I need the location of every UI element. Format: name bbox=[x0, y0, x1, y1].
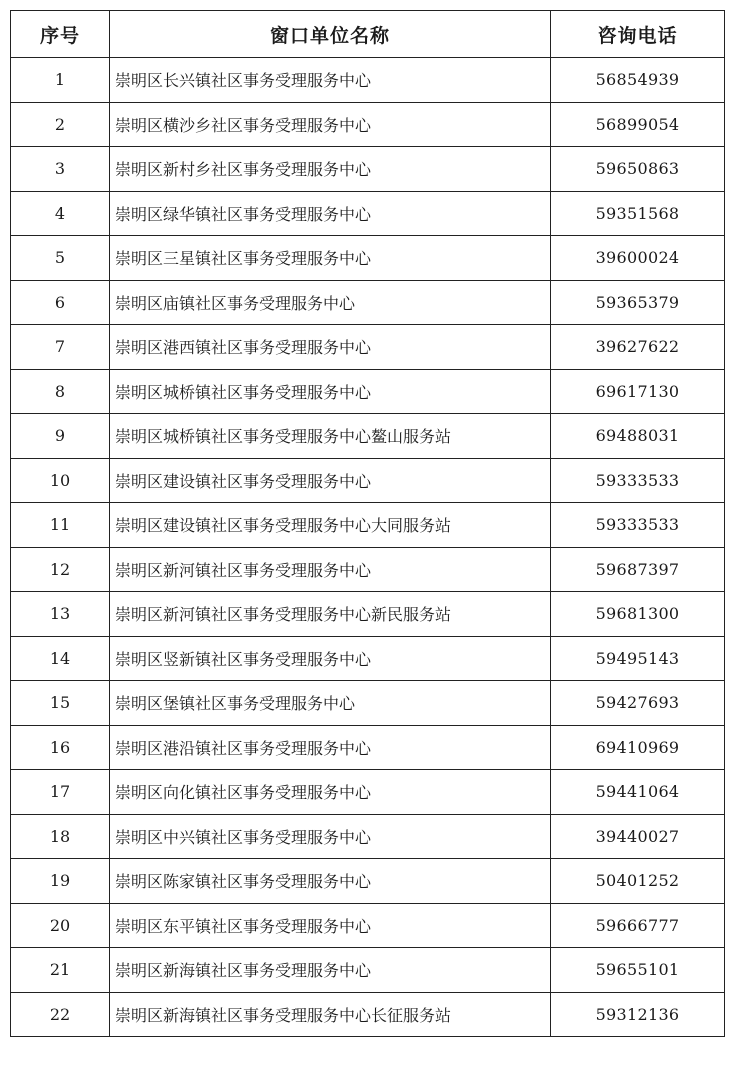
row-phone: 59687397 bbox=[551, 547, 725, 592]
row-num: 3 bbox=[11, 147, 110, 192]
row-phone: 39600024 bbox=[551, 236, 725, 281]
row-num: 4 bbox=[11, 191, 110, 236]
table-row bbox=[11, 992, 725, 1037]
table-row bbox=[11, 58, 725, 103]
table-header bbox=[11, 11, 725, 58]
table-row bbox=[11, 458, 725, 503]
row-name: 崇明区城桥镇社区事务受理服务中心 bbox=[110, 369, 551, 414]
row-num: 15 bbox=[11, 681, 110, 726]
row-num: 7 bbox=[11, 325, 110, 370]
table-row bbox=[11, 414, 725, 459]
table-row bbox=[11, 948, 725, 993]
row-num: 2 bbox=[11, 102, 110, 147]
row-phone: 39627622 bbox=[551, 325, 725, 370]
row-name: 崇明区堡镇社区事务受理服务中心 bbox=[110, 681, 551, 726]
row-name: 崇明区向化镇社区事务受理服务中心 bbox=[110, 770, 551, 815]
row-phone: 50401252 bbox=[551, 859, 725, 904]
row-name: 崇明区三星镇社区事务受理服务中心 bbox=[110, 236, 551, 281]
row-name: 崇明区绿华镇社区事务受理服务中心 bbox=[110, 191, 551, 236]
row-name: 崇明区新村乡社区事务受理服务中心 bbox=[110, 147, 551, 192]
row-name: 崇明区新河镇社区事务受理服务中心新民服务站 bbox=[110, 592, 551, 637]
row-num: 5 bbox=[11, 236, 110, 281]
row-num: 21 bbox=[11, 948, 110, 993]
row-name: 崇明区庙镇社区事务受理服务中心 bbox=[110, 280, 551, 325]
row-name: 崇明区建设镇社区事务受理服务中心 bbox=[110, 458, 551, 503]
row-num: 12 bbox=[11, 547, 110, 592]
row-phone: 69488031 bbox=[551, 414, 725, 459]
row-phone: 59655101 bbox=[551, 948, 725, 993]
row-num: 13 bbox=[11, 592, 110, 637]
row-phone: 59333533 bbox=[551, 503, 725, 548]
row-phone: 69617130 bbox=[551, 369, 725, 414]
row-name: 崇明区港沿镇社区事务受理服务中心 bbox=[110, 725, 551, 770]
row-name: 崇明区中兴镇社区事务受理服务中心 bbox=[110, 814, 551, 859]
row-phone: 59441064 bbox=[551, 770, 725, 815]
row-num: 11 bbox=[11, 503, 110, 548]
table-row bbox=[11, 547, 725, 592]
table-body bbox=[11, 58, 725, 1037]
row-phone: 39440027 bbox=[551, 814, 725, 859]
row-name: 崇明区东平镇社区事务受理服务中心 bbox=[110, 903, 551, 948]
table-row bbox=[11, 236, 725, 281]
row-name: 崇明区长兴镇社区事务受理服务中心 bbox=[110, 58, 551, 103]
row-num: 22 bbox=[11, 992, 110, 1037]
table-row bbox=[11, 636, 725, 681]
document-sheet bbox=[10, 10, 724, 1057]
row-num: 17 bbox=[11, 770, 110, 815]
table-row bbox=[11, 770, 725, 815]
row-phone: 59333533 bbox=[551, 458, 725, 503]
row-num: 18 bbox=[11, 814, 110, 859]
row-num: 19 bbox=[11, 859, 110, 904]
service-center-table bbox=[10, 10, 725, 1037]
row-num: 16 bbox=[11, 725, 110, 770]
row-phone: 59495143 bbox=[551, 636, 725, 681]
table-row bbox=[11, 814, 725, 859]
table-row bbox=[11, 592, 725, 637]
table-row bbox=[11, 280, 725, 325]
row-name: 崇明区港西镇社区事务受理服务中心 bbox=[110, 325, 551, 370]
header-phone: 咨询电话 bbox=[551, 11, 725, 58]
row-phone: 69410969 bbox=[551, 725, 725, 770]
table-row bbox=[11, 102, 725, 147]
row-phone: 59312136 bbox=[551, 992, 725, 1037]
row-name: 崇明区新海镇社区事务受理服务中心长征服务站 bbox=[110, 992, 551, 1037]
table-row bbox=[11, 191, 725, 236]
row-num: 14 bbox=[11, 636, 110, 681]
header-name: 窗口单位名称 bbox=[110, 11, 551, 58]
row-phone: 59427693 bbox=[551, 681, 725, 726]
row-num: 9 bbox=[11, 414, 110, 459]
header-num: 序号 bbox=[11, 11, 110, 58]
row-name: 崇明区城桥镇社区事务受理服务中心鳌山服务站 bbox=[110, 414, 551, 459]
row-phone: 56899054 bbox=[551, 102, 725, 147]
row-num: 20 bbox=[11, 903, 110, 948]
row-phone: 59681300 bbox=[551, 592, 725, 637]
row-phone: 59666777 bbox=[551, 903, 725, 948]
row-num: 1 bbox=[11, 58, 110, 103]
table-row bbox=[11, 325, 725, 370]
row-num: 8 bbox=[11, 369, 110, 414]
row-phone: 59365379 bbox=[551, 280, 725, 325]
row-name: 崇明区建设镇社区事务受理服务中心大同服务站 bbox=[110, 503, 551, 548]
row-name: 崇明区横沙乡社区事务受理服务中心 bbox=[110, 102, 551, 147]
row-phone: 59650863 bbox=[551, 147, 725, 192]
row-phone: 59351568 bbox=[551, 191, 725, 236]
table-row bbox=[11, 147, 725, 192]
row-name: 崇明区陈家镇社区事务受理服务中心 bbox=[110, 859, 551, 904]
row-num: 10 bbox=[11, 458, 110, 503]
row-phone: 56854939 bbox=[551, 58, 725, 103]
row-name: 崇明区新海镇社区事务受理服务中心 bbox=[110, 948, 551, 993]
table-row bbox=[11, 859, 725, 904]
table-row bbox=[11, 369, 725, 414]
table-row bbox=[11, 725, 725, 770]
header-row bbox=[11, 11, 725, 58]
row-name: 崇明区竖新镇社区事务受理服务中心 bbox=[110, 636, 551, 681]
row-name: 崇明区新河镇社区事务受理服务中心 bbox=[110, 547, 551, 592]
row-num: 6 bbox=[11, 280, 110, 325]
table-row bbox=[11, 503, 725, 548]
table-row bbox=[11, 903, 725, 948]
table-row bbox=[11, 681, 725, 726]
